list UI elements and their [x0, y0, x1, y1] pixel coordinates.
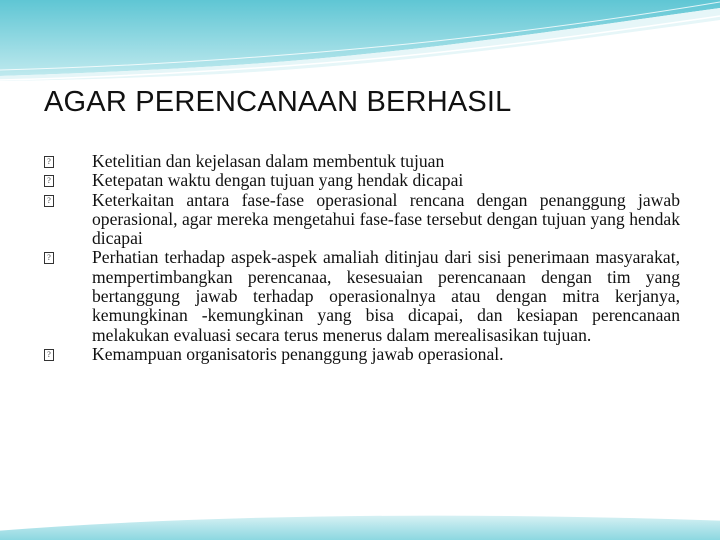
list-item — [44, 171, 680, 190]
bullet-text: Keterkaitan antara fase-fase operasional rencana dengan penanggung jawab operasional, agar mereka mengetahui fase-fase tersebut dengan tujuan yang hendak dicapai — [92, 189, 680, 249]
bullet-text: Kemampuan organisatoris penanggung jawab operasional. — [92, 343, 504, 364]
bottom-wave-decoration — [0, 506, 720, 540]
list-item — [44, 152, 680, 171]
bullet-text: Ketepatan waktu dengan tujuan yang hendak dicapai — [92, 170, 464, 191]
bullet-box-icon: ? — [44, 175, 54, 187]
bullet-box-icon: ? — [44, 156, 54, 168]
bullet-box-icon: ? — [44, 195, 54, 207]
list-item — [44, 191, 680, 249]
slide-title: AGAR PERENCANAAN BERHASIL — [44, 86, 512, 118]
top-wave-decoration — [0, 0, 720, 82]
list-item — [44, 248, 680, 344]
bullet-text: Perhatian terhadap aspek-aspek amaliah ditinjau dari sisi penerimaan masyarakat, mempertimbangkan perencanaa, kesesuaian perencanaan dengan tim yang bertanggung jawab terhadap operasionalnya atau dengan mitra kerjanya, kemungkinan -kemungkinan yang bisa dicapai, dan kesiapan perencanaan melakukan evaluasi secara terus menerus dalam merealisasikan tujuan. — [92, 247, 680, 345]
list-item — [44, 345, 680, 364]
bullet-box-icon: ? — [44, 252, 54, 264]
bullet-list — [44, 152, 680, 364]
bullet-box-icon: ? — [44, 349, 54, 361]
bullet-text: Ketelitian dan kejelasan dalam membentuk tujuan — [92, 151, 445, 171]
